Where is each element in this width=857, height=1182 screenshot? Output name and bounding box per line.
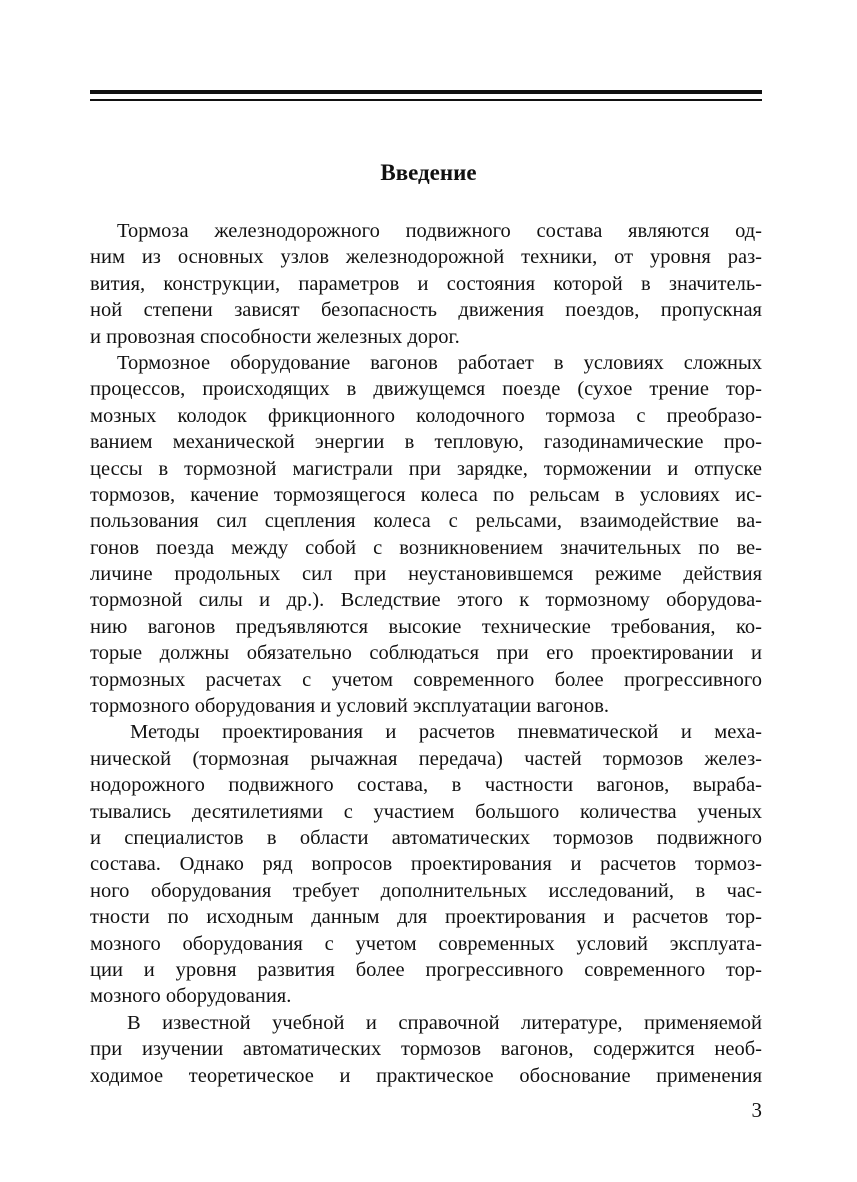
text-line: Тормозное оборудование вагонов работает в условиях сложных [117,351,762,374]
text-line: мозного оборудования с учетом современных условий эксплуата- [90,932,762,955]
text-line: тормозов, качение тормозящегося колеса по рельсам в условиях ис- [90,483,762,506]
text-line: гонов поезда между собой с возникновением значительных по ве- [90,536,762,559]
section-title: Введение [380,160,477,185]
text-line: процессов, происходящих в движущемся поезде (сухое трение тор- [90,378,762,401]
paragraph [90,218,762,350]
text-line: мозного оборудования. [90,985,292,1008]
text-line: нию вагонов предъявляются высокие технические требования, ко- [90,615,762,638]
text-line: и провозная способности железных дорог. [90,325,460,348]
paragraph [90,719,762,1009]
text-line: тормозных расчетах с учетом современного более прогрессивного [90,668,762,691]
text-line: нической (тормозная рычажная передача) частей тормозов желез- [90,747,762,770]
header-rule-thin [90,99,762,101]
text-line: торые должны обязательно соблюдаться при его проектировании и [90,642,762,665]
text-line: при изучении автоматических тормозов вагонов, содержится необ- [90,1038,762,1061]
text-line: ходимое теоретическое и практическое обоснование применения [90,1064,762,1087]
text-line: Методы проектирования и расчетов пневматической и меха- [130,721,762,744]
text-line: ной степени зависят безопасность движения поездов, пропускная [90,299,762,322]
text-line: ного оборудования требует дополнительных исследований, в час- [90,879,762,902]
text-line: состава. Однако ряд вопросов проектирования и расчетов тормоз- [90,853,762,876]
text-line: Тормоза железнодорожного подвижного состава являются од- [117,220,762,242]
body-text [90,218,762,1089]
header-rule-thick [90,90,762,94]
text-line: тывались десятилетиями с участием большого количества ученых [90,800,762,823]
paragraph [90,350,762,719]
text-line: и специалистов в области автоматических тормозов подвижного [90,826,762,849]
text-line: пользования сил сцепления колеса с рельсами, взаимодействие ва- [90,510,762,533]
text-line: ванием механической энергии в тепловую, газодинамические про- [90,431,762,454]
text-line: тормозной силы и др.). Вследствие этого к тормозному оборудова- [90,589,762,612]
text-line: вития, конструкции, параметров и состояния которой в значитель- [90,272,762,295]
text-line: личине продольных сил при неустановившемся режиме действия [90,563,762,586]
text-line: тормозного оборудования и условий эксплуатации вагонов. [90,695,610,718]
text-line: цессы в тормозной магистрали при зарядке, торможении и отпуске [90,457,762,480]
text-line: В известной учебной и справочной литературе, применяемой [127,1011,762,1034]
text-line: мозных колодок фрикционного колодочного тормоза с преобразо- [90,404,762,427]
page-number: 3 [751,1098,762,1122]
text-line: ции и уровня развития более прогрессивного современного тор- [90,958,762,981]
text-line: тности по исходным данным для проектирования и расчетов тор- [90,906,762,929]
paragraph [90,1010,762,1089]
text-line: ним из основных узлов железнодорожной техники, от уровня раз- [90,246,762,269]
text-line: нодорожного подвижного состава, в частности вагонов, выраба- [90,774,762,797]
